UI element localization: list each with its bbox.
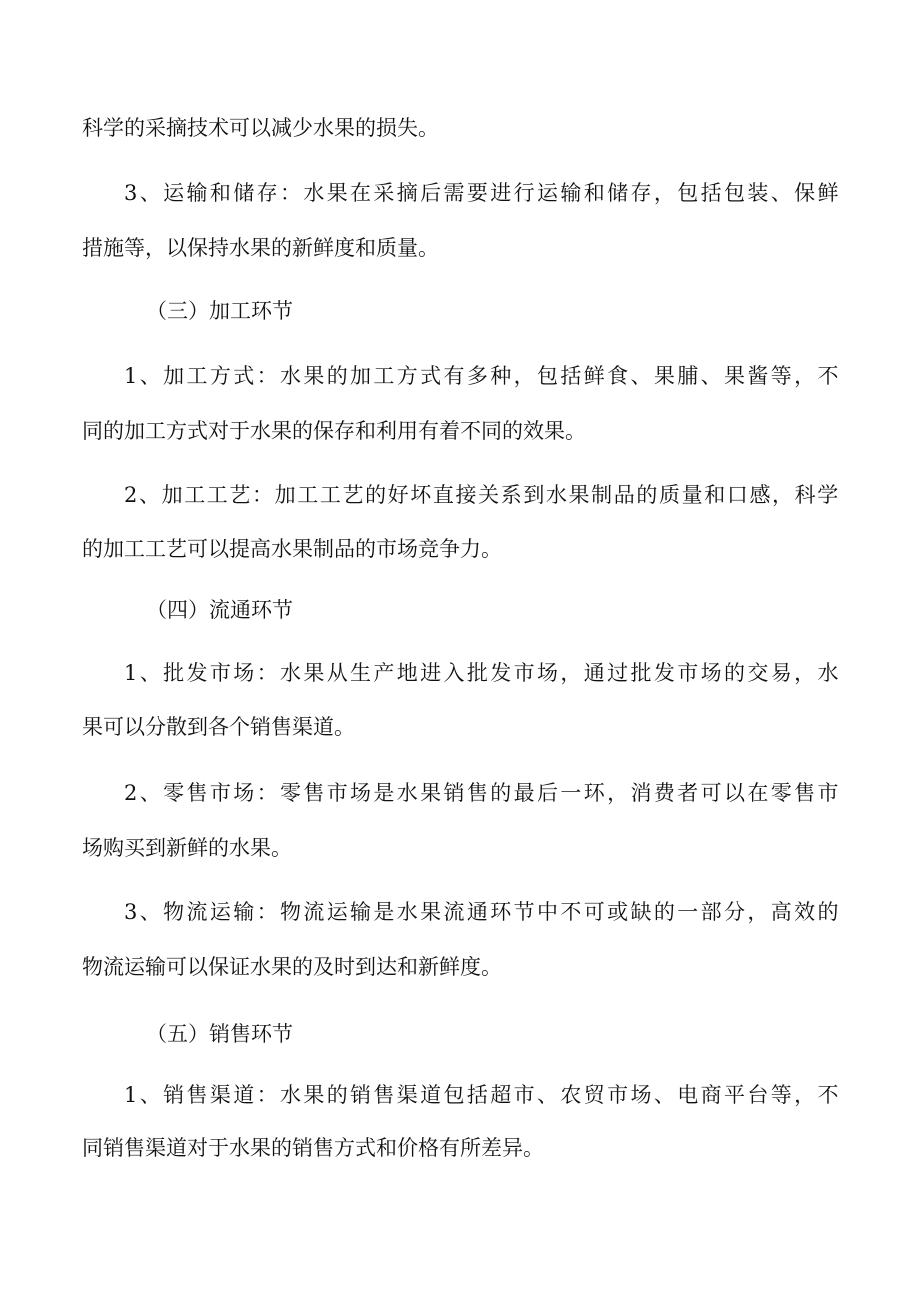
paragraph-line: 3、运输和储存：水果在采摘后需要进行运输和储存，包括包装、保鲜 — [124, 181, 841, 205]
paragraph-line: 措施等，以保持水果的新鲜度和质量。 — [82, 236, 439, 260]
paragraph-line: 果可以分散到各个销售渠道。 — [82, 715, 355, 739]
section-heading: （五）销售环节 — [146, 1022, 293, 1046]
paragraph-line: 1、销售渠道：水果的销售渠道包括超市、农贸市场、电商平台等，不 — [124, 1083, 841, 1107]
paragraph-line: 科学的采摘技术可以减少水果的损失。 — [82, 116, 439, 140]
paragraph-line: 1、加工方式：水果的加工方式有多种，包括鲜食、果脯、果酱等，不 — [124, 364, 841, 388]
paragraph-line: 同销售渠道对于水果的销售方式和价格有所差异。 — [82, 1136, 544, 1160]
section-heading: （四）流通环节 — [146, 598, 293, 622]
paragraph-line: 2、零售市场：零售市场是水果销售的最后一环，消费者可以在零售市 — [124, 781, 841, 805]
section-heading: （三）加工环节 — [146, 299, 293, 323]
paragraph-line: 2、加工工艺：加工工艺的好坏直接关系到水果制品的质量和口感，科学 — [124, 483, 840, 507]
paragraph-line: 同的加工方式对于水果的保存和利用有着不同的效果。 — [82, 419, 586, 443]
paragraph-line: 场购买到新鲜的水果。 — [82, 836, 292, 860]
paragraph-line: 物流运输可以保证水果的及时到达和新鲜度。 — [82, 955, 502, 979]
paragraph-line: 的加工工艺可以提高水果制品的市场竞争力。 — [82, 537, 502, 561]
paragraph-line: 1、批发市场：水果从生产地进入批发市场，通过批发市场的交易，水 — [124, 661, 841, 685]
paragraph-line: 3、物流运输：物流运输是水果流通环节中不可或缺的一部分，高效的 — [124, 900, 841, 924]
